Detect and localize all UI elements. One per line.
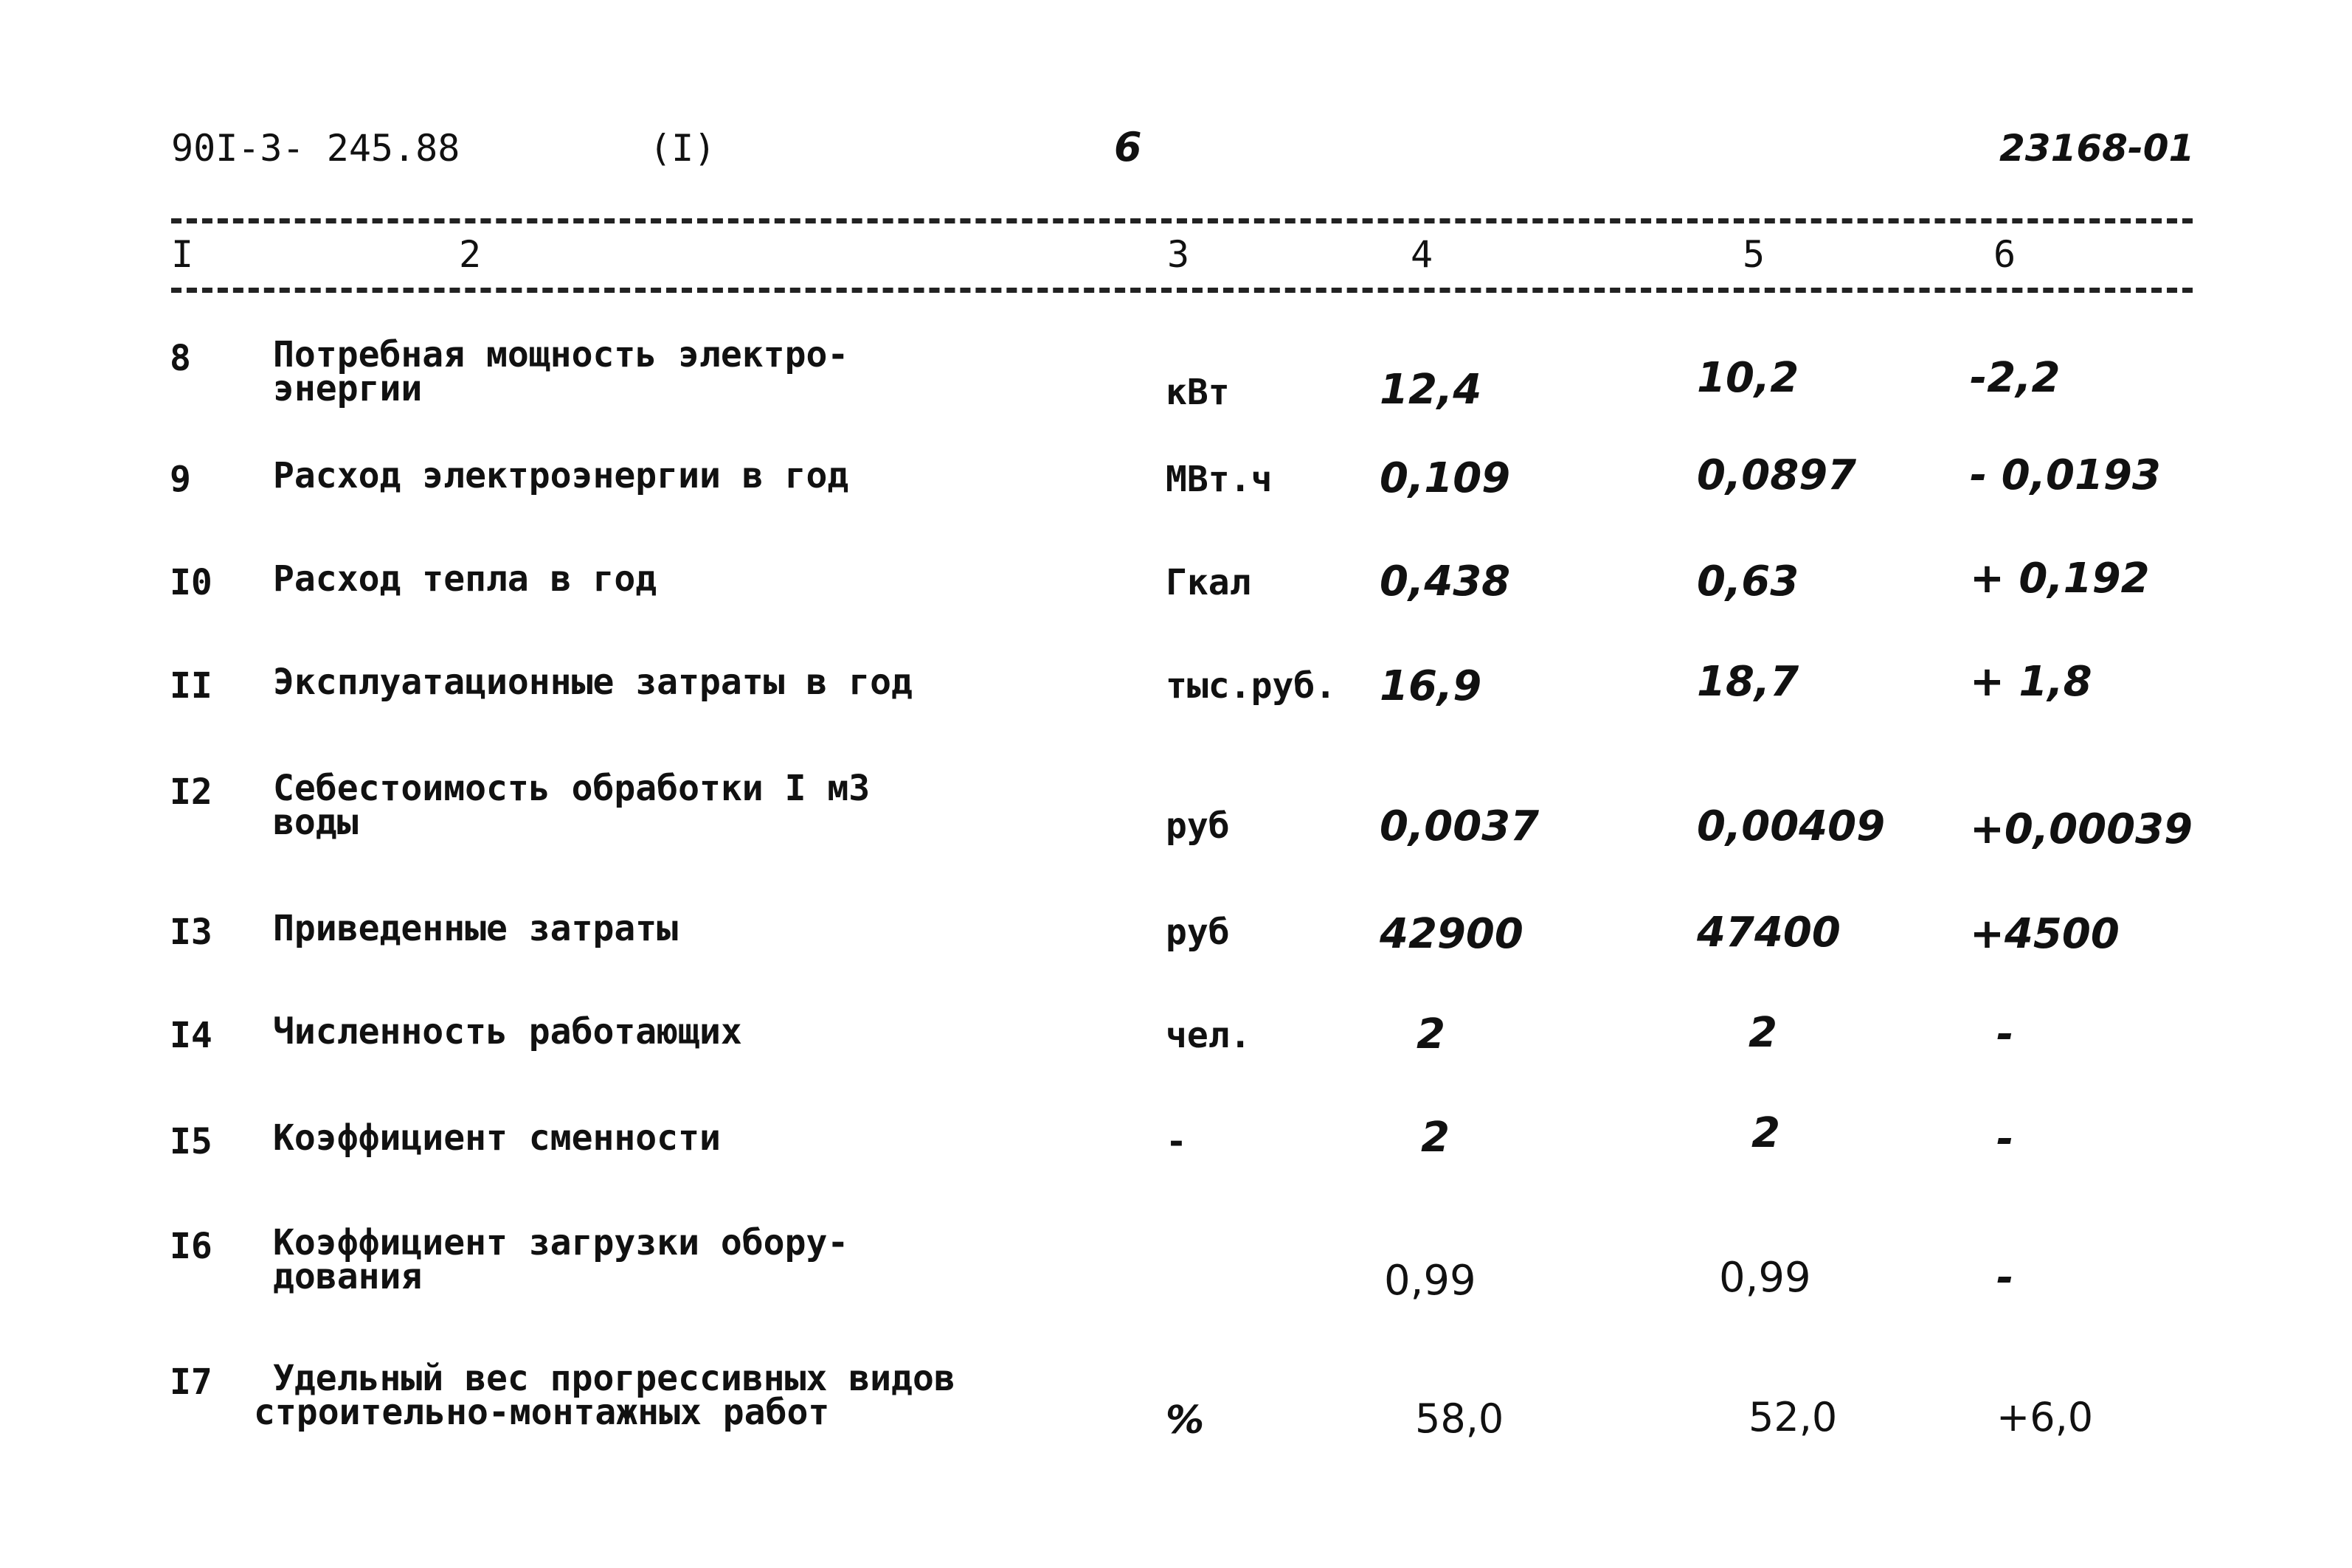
value-analog: 2: [1751, 1109, 1780, 1157]
column-header-2: 2: [459, 233, 482, 276]
row-number: I3: [170, 912, 212, 953]
value-difference: -: [1996, 1010, 2014, 1058]
indicator-name: Приведенные затраты: [273, 908, 679, 949]
value-analog: 2: [1749, 1009, 1777, 1057]
value-analog: 0,0897: [1697, 451, 1857, 499]
unit: Гкал: [1166, 562, 1251, 603]
value-difference: -: [1996, 1254, 2014, 1302]
indicator-name: Расход тепла в год: [273, 558, 657, 600]
table-row: [0, 658, 2352, 754]
unit: кВт: [1166, 372, 1230, 413]
unit: тыс.руб.: [1166, 665, 1337, 707]
value-design: 0,0037: [1380, 802, 1540, 850]
table-row: [0, 1009, 2352, 1103]
row-number: I5: [170, 1121, 212, 1162]
row-number: I7: [170, 1361, 212, 1403]
table-header-rule-top: [171, 218, 2193, 223]
indicator-name-line1: Коэффициент загрузки обору-: [273, 1222, 849, 1263]
table-row: [0, 1358, 2352, 1450]
table-row: [0, 1222, 2352, 1314]
row-number: I6: [170, 1226, 212, 1267]
table-row: [0, 451, 2352, 547]
value-design: 16,9: [1380, 662, 1482, 710]
column-header-4: 4: [1411, 233, 1433, 276]
table-row: [0, 555, 2352, 651]
value-difference: - 0,0193: [1970, 451, 2161, 499]
unit: чел.: [1166, 1015, 1251, 1056]
table-row: [0, 908, 2352, 1000]
value-design: 0,99: [1384, 1257, 1476, 1305]
value-design: 42900: [1380, 910, 1523, 958]
value-difference: + 0,192: [1970, 555, 2150, 603]
value-design: 58,0: [1415, 1395, 1504, 1442]
indicator-name: Эксплуатационные затраты в год: [273, 662, 913, 703]
indicator-name-line2: воды: [273, 802, 359, 843]
value-analog: 47400: [1697, 909, 1841, 957]
indicator-name-line1: Потребная мощность электро-: [273, 334, 849, 375]
document-part: (I): [649, 127, 716, 170]
indicator-name-line2: дования: [273, 1256, 423, 1297]
table-row: [0, 1109, 2352, 1210]
value-difference: -2,2: [1970, 354, 2061, 402]
table-row: [0, 768, 2352, 860]
indicator-name: Расход электроэнергии в год: [273, 455, 849, 496]
unit: %: [1166, 1398, 1205, 1443]
column-header-3: 3: [1167, 233, 1190, 276]
column-header-5: 5: [1743, 233, 1765, 276]
value-difference: +6,0: [1996, 1394, 2094, 1440]
value-design: 2: [1421, 1114, 1450, 1162]
value-design: 0,438: [1380, 558, 1511, 606]
indicator-name: [254, 1358, 955, 1433]
value-analog: 10,2: [1697, 354, 1799, 402]
indicator-name: [273, 334, 849, 409]
indicator-name: [273, 1222, 849, 1297]
indicator-name: Коэффициент сменности: [273, 1117, 721, 1159]
row-number: I2: [170, 771, 212, 813]
value-difference: -: [1996, 1115, 2014, 1163]
table-header-rule-bottom: [171, 288, 2193, 293]
indicator-name: [273, 768, 871, 843]
document-code: 90I-3- 245.88: [171, 127, 460, 170]
indicator-name: Численность работающих: [273, 1011, 742, 1052]
value-analog: 0,00409: [1697, 802, 1886, 850]
inventory-number: 23168-01: [1999, 127, 2195, 170]
row-number: I4: [170, 1015, 212, 1056]
indicator-name-line1: Удельный вес прогрессивных видов: [273, 1358, 955, 1399]
indicator-name-line2: энергии: [273, 368, 423, 409]
value-analog: 18,7: [1697, 658, 1799, 706]
unit: руб: [1166, 805, 1230, 847]
unit: руб: [1166, 912, 1230, 953]
table-row: [0, 334, 2352, 426]
value-design: 0,109: [1380, 454, 1511, 502]
row-number: 9: [170, 459, 191, 500]
row-number: 8: [170, 338, 191, 379]
value-design: 2: [1417, 1010, 1445, 1058]
unit: -: [1166, 1121, 1187, 1162]
value-difference: +4500: [1970, 910, 2120, 958]
value-difference: +0,00039: [1970, 805, 2193, 853]
row-number: I0: [170, 562, 212, 603]
unit: МВт.ч: [1166, 459, 1273, 500]
row-number: II: [170, 665, 212, 707]
value-design: 12,4: [1380, 366, 1482, 414]
value-analog: 52,0: [1749, 1394, 1838, 1440]
indicator-name-line1: Себестоимость обработки I м3: [273, 768, 871, 809]
column-header-6: 6: [1993, 233, 2016, 276]
column-header-1: I: [171, 233, 194, 276]
value-analog: 0,63: [1697, 558, 1799, 606]
value-analog: 0,99: [1719, 1254, 1811, 1302]
page-number: 6: [1114, 124, 1142, 170]
value-difference: + 1,8: [1970, 658, 2092, 706]
indicator-name-line2: строительно-монтажных работ: [254, 1392, 830, 1433]
